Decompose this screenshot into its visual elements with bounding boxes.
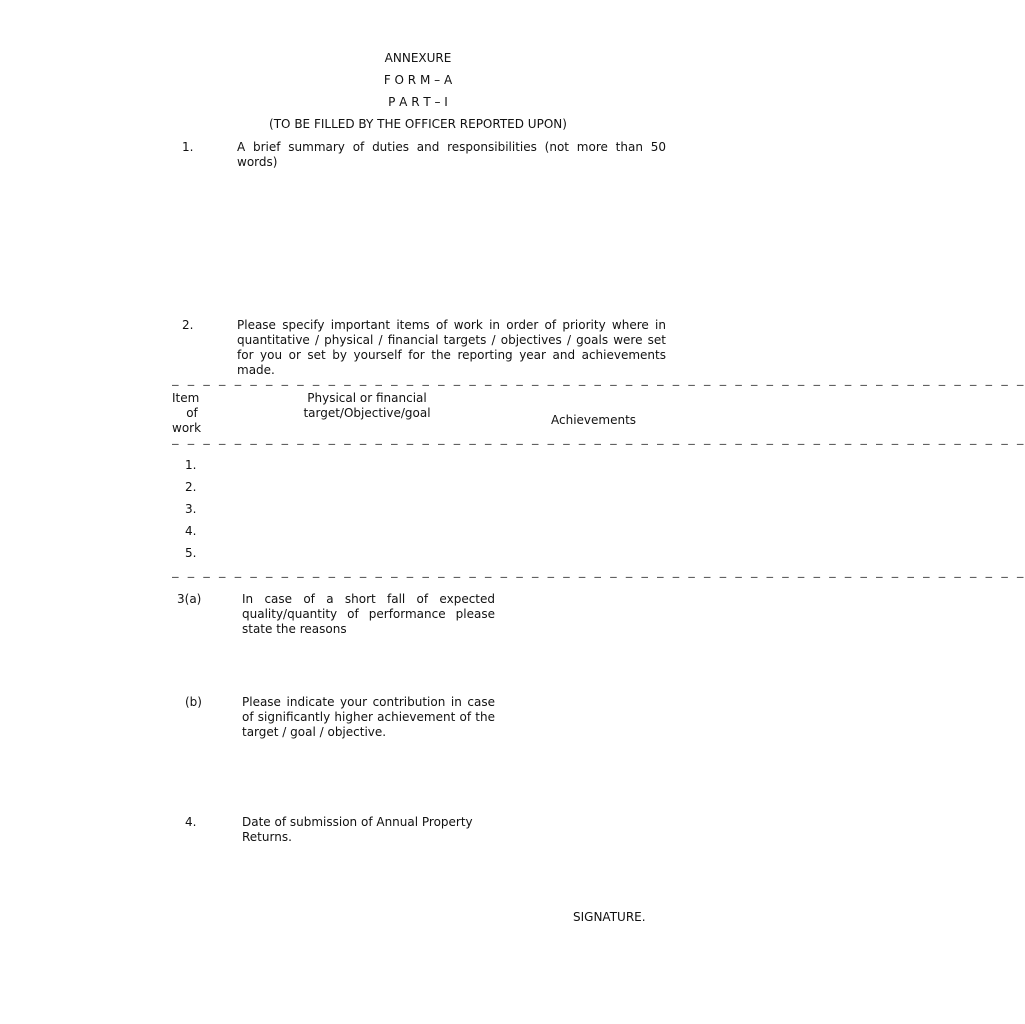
table-bottom-divider: – – – – – – – – – – – – – – – – – – – – – – – – – – – – – – – – – – – – – – – – – – – – – – – – – – – – – – – xyxy=(172,570,1025,583)
table-top-divider: – – – – – – – – – – – – – – – – – – – – – – – – – – – – – – – – – – – – – – – – – – – – – – – – – – – – – – – xyxy=(172,378,1025,391)
col-header-target: Physical or financial target/Objective/goal xyxy=(303,391,431,420)
table-row: 5. xyxy=(185,546,197,560)
q1-number: 1. xyxy=(182,140,194,154)
instruction-heading: (TO BE FILLED BY THE OFFICER REPORTED UPON) xyxy=(269,117,567,131)
table-row: 3. xyxy=(185,502,197,516)
signature-label: SIGNATURE. xyxy=(573,910,646,924)
q4-text: Date of submission of Annual Property Returns. xyxy=(242,815,473,844)
col-header-achievements: Achievements xyxy=(551,413,637,427)
q2-number: 2. xyxy=(182,318,194,332)
q2-text: Please specify important items of work in order of priority where in quantitative / physical / financial targets / objectives / goals were set for you or set by yourself for the reporting year and achievements made. xyxy=(237,318,666,377)
q3a-text: In case of a short fall of expected quality/quantity of performance please state the reasons xyxy=(242,592,495,636)
q3a-number: 3(a) xyxy=(177,592,202,606)
q1-text: A brief summary of duties and responsibilities (not more than 50 words) xyxy=(237,140,666,169)
table-row: 1. xyxy=(185,458,197,472)
col-header-item: Item of work xyxy=(172,391,202,435)
table-header-divider: – – – – – – – – – – – – – – – – – – – – – – – – – – – – – – – – – – – – – – – – – – – – – – – – – – – – – – – xyxy=(172,437,1025,450)
form-heading: F O R M – A xyxy=(383,73,453,87)
table-row: 2. xyxy=(185,480,197,494)
q4-number: 4. xyxy=(185,815,197,829)
table-row: 4. xyxy=(185,524,197,538)
annexure-heading: ANNEXURE xyxy=(384,51,452,65)
q3b-number: (b) xyxy=(185,695,202,709)
q3b-text: Please indicate your contribution in case of significantly higher achievement of the target / goal / objective. xyxy=(242,695,495,739)
part-heading: P A R T – I xyxy=(388,95,448,109)
